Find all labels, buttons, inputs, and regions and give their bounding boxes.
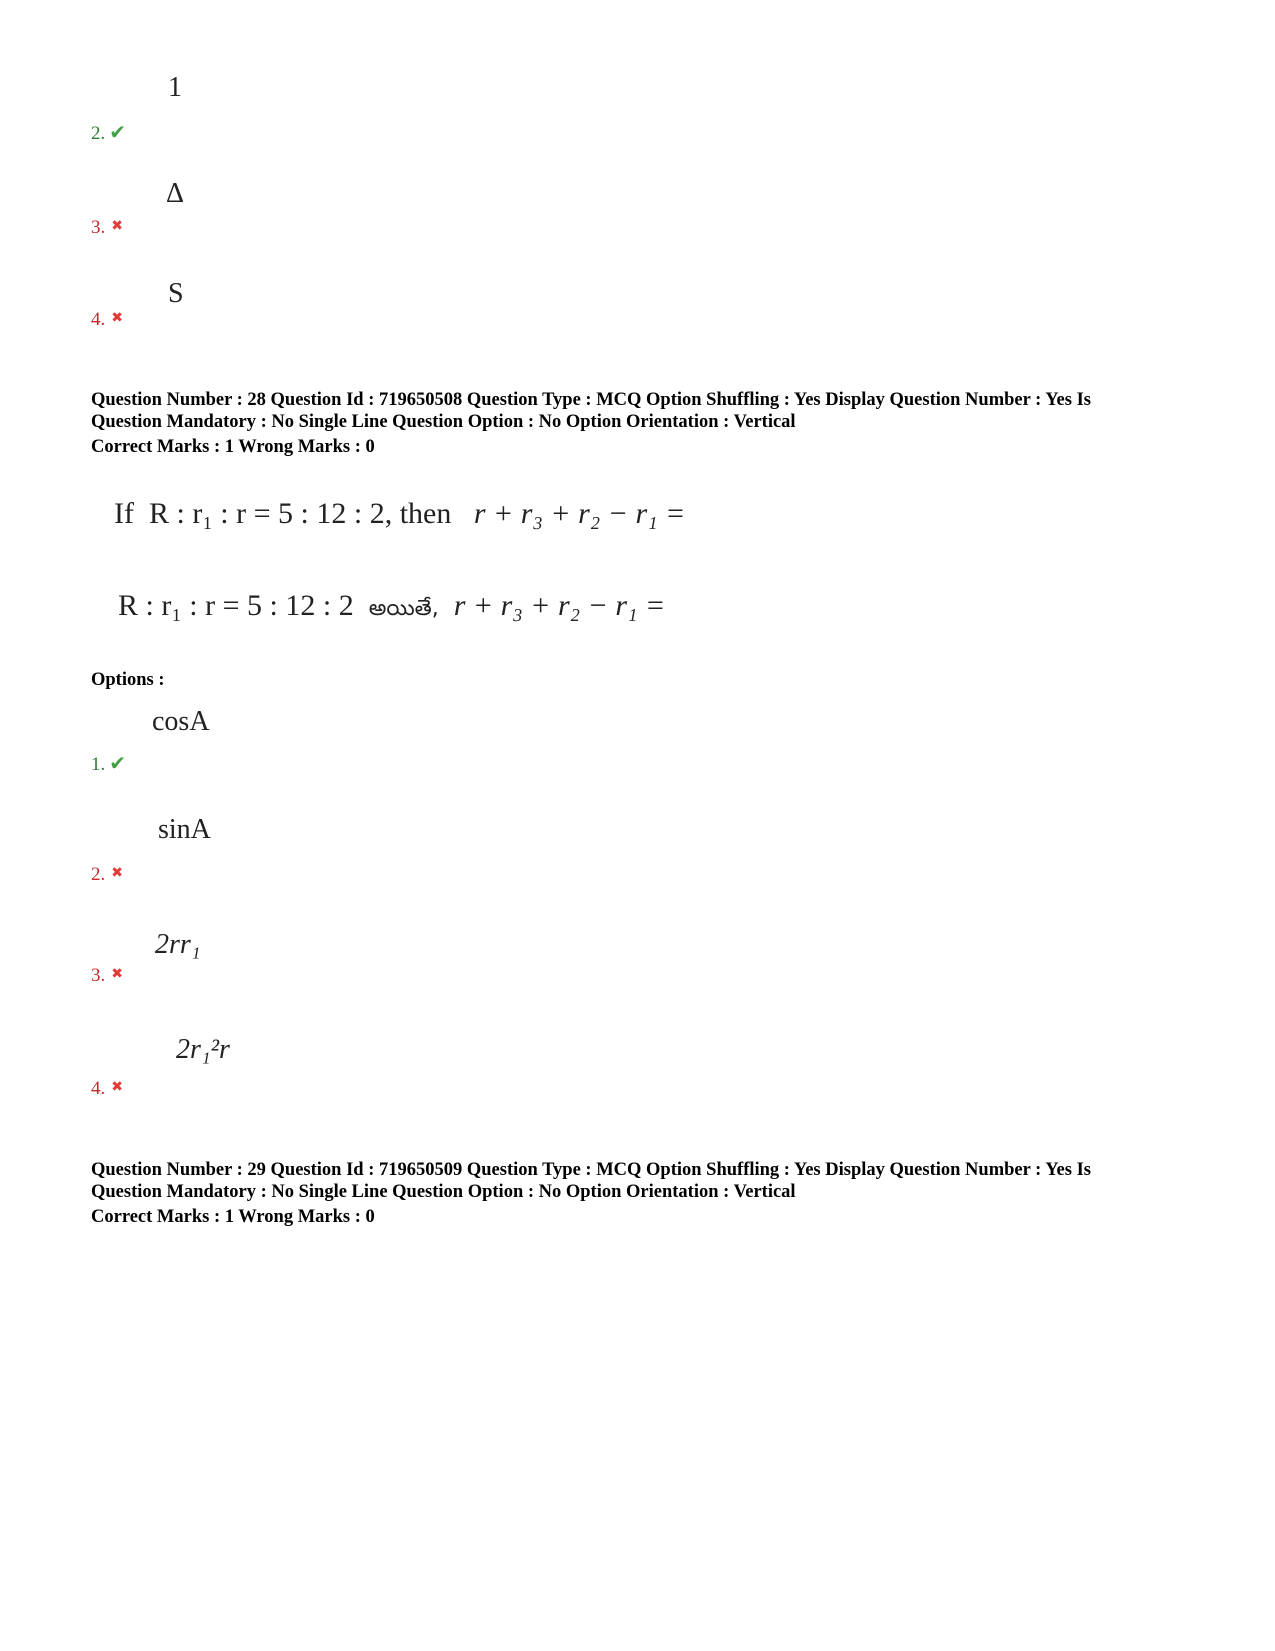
question-28-text-en [114,497,685,531]
options-label: Options : [91,670,165,690]
option-4-content: 2r₁²r [176,1034,230,1065]
option-3-number: 3. ✖ [91,965,123,986]
option-2-number: 2. ✖ [91,864,123,885]
prev-option-3-content: Δ [166,178,185,209]
cross-icon: ✖ [111,310,123,326]
question-28-meta-line1: Question Number : 28 Question Id : 719650508 Question Type : MCQ Option Shuffling : Yes Display Question Number : Yes Is [91,390,1091,410]
question-29-marks: Correct Marks : 1 Wrong Marks : 0 [91,1207,375,1227]
question-28-text-en-prefix: If [114,497,134,530]
question-28-marks: Correct Marks : 1 Wrong Marks : 0 [91,437,375,457]
option-1-number: 1. ✔ [91,751,127,775]
prev-option-2-number: 2. ✔ [91,120,127,144]
cross-icon: ✖ [111,218,123,234]
question-29-meta [91,1159,1201,1228]
option-1-content: cosA [152,706,210,737]
cross-icon: ✖ [111,865,123,881]
cross-icon: ✖ [111,1079,123,1095]
question-28-meta-line2: Question Mandatory : No Single Line Question Option : No Option Orientation : Vertical [91,412,796,432]
option-3-content: 2rr₁ [155,929,201,960]
question-28-meta [91,389,1201,458]
prev-option-3-number: 3. ✖ [91,217,123,238]
option-2-content: sinA [158,814,211,845]
question-28-text-te-word: అయితే, [368,596,439,621]
prev-option-4-number: 4. ✖ [91,309,123,330]
question-29-meta-line2: Question Mandatory : No Single Line Question Option : No Option Orientation : Vertical [91,1182,796,1202]
question-28-text-te [118,589,665,626]
prev-option-2-content: 1 [168,72,182,103]
prev-option-4-content: S [168,278,184,309]
cross-icon: ✖ [111,966,123,982]
question-28-text-en-ratio: R : r₁ : r = 5 : 12 : 2, then [148,497,452,530]
question-29-meta-line1: Question Number : 29 Question Id : 719650509 Question Type : MCQ Option Shuffling : Yes Display Question Number : Yes Is [91,1160,1091,1180]
check-icon: ✔ [109,751,127,775]
check-icon: ✔ [109,120,127,144]
option-4-number: 4. ✖ [91,1078,123,1099]
question-28-text-en-expr: r + r₃ + r₂ − r₁ = [473,497,686,530]
question-28-text-te-expr: r + r₃ + r₂ − r₁ = [453,589,666,622]
question-28-text-te-ratio: R : r₁ : r = 5 : 12 : 2 [118,589,354,622]
